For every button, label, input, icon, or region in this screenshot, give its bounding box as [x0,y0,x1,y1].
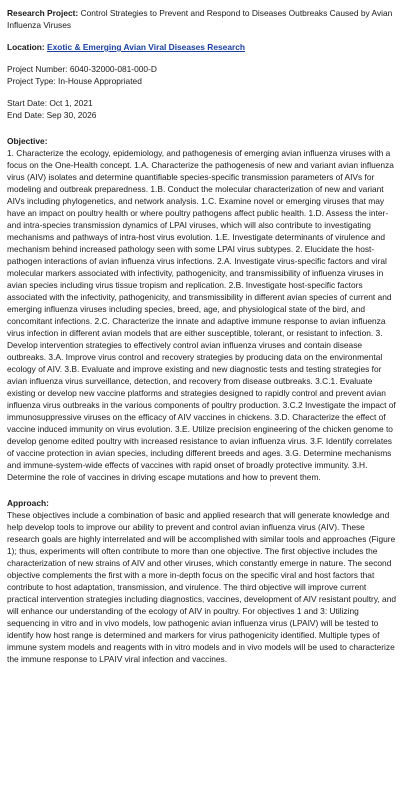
objective-heading: Objective: [7,136,48,146]
location-label: Location: [7,42,45,52]
project-number: Project Number: 6040-32000-081-000-D [7,64,157,74]
start-date: Start Date: Oct 1, 2021 [7,98,93,108]
project-header [7,7,399,31]
project-type: Project Type: In-House Appropriated [7,76,142,86]
project-meta [7,63,399,87]
location-link[interactable]: Exotic & Emerging Avian Viral Diseases Research [47,42,246,52]
end-date: End Date: Sep 30, 2026 [7,110,97,120]
approach-section [7,497,399,665]
objective-section [7,135,399,483]
project-title: Control Strategies to Prevent and Respond to Diseases Outbreaks Caused by Avian Influenza Viruses [7,8,393,30]
project-label: Research Project: [7,8,79,18]
approach-heading: Approach: [7,498,49,508]
objective-text: 1. Characterize the ecology, epidemiology, and pathogenesis of emerging avian influenza viruses with a focus on the One-Health concept. 1.A. Characterize the pathogenesis of new and variant avian influenza virus (AIV) isolates and determine quantifiable species-specific transmission parameters of AIVs for modeling and outbreak preparedness. 1.B. Conduct the molecular characterization of new and variant AIVs including phylogenetics, and network analysis. 1.C. Examine novel or emerging viruses that may have an impact on poultry health or where poultry pathogens affect public health. 1.D. Assess the inter- and intra-species transmission dynamics of LPAI viruses, which will also contribute to investigating mechanisms and pathways of intra-host virus evolution. 1.E. Investigate determinants of virulence and mechanism behind increased pathology seen with some LPAI virus subtypes. 2. Elucidate the host-pathogen interactions of avian influenza virus infections. 2.A. Investigate virus-specific factors and viral molecular markers associated with infectivity, pathogenicity, and transmissibility of influenza viruses in avian species including virus tissue tropism and replication. 2.B. Investigate host-specific factors associated with the infectivity, pathogenicity, and transmissibility in different avian species of current and emerging influenza viruses including species, breed, age, and physiological state of the bird, and concomitant infections. 2.C. Characterize the innate and adaptive immune response to avian influenza virus infection in different avian models that are either susceptible, tolerant, or resistant to infection. 3. Develop intervention strategies to effectively control avian influenza viruses and contain disease outbreaks. 3.A. Improve virus control and recovery strategies by producing data on the environmental ecology of AIV. 3.B. Evaluate and improve existing and new diagnostic tests and testing strategies for avian influenza virus surveillance, detection, and recovery from disease outbreaks. 3.C.1. Evaluate existing or develop new vaccine platforms and strategies designed to rapidly control and prevent avian influenza virus outbreaks in the various components of poultry production. 3.C.2 Investigate the impact of immunosuppressive viruses on the efficacy of AIV vaccines in chickens. 3.D. Characterize the effect of vaccine induced immunity on virus evolution. 3.E. Utilize precision engineering of the chicken genome to develop genome edited poultry with increased resistance to avian influenza virus. 3.F. Identify correlates of vaccine protection in avian species, including different breeds and ages. 3.G. Determine mechanisms and immune-system-wide effects of vaccines with rapid onset of broadly protective immunity. 3.H. Determine the role of vaccines in driving escape mutations and how to prevent them. [7,148,396,482]
project-dates [7,97,399,121]
approach-text: These objectives include a combination of basic and applied research that will generate knowledge and help develop tools to improve our ability to prevent and control avian influenza virus (AIV). These research goals are highly interrelated and will be accomplished with similar tools and approaches (Figure 1); thus, experiments will often contribute to more than one objective. The first objective includes the characterization of new strains of AIV and other viruses, which constantly emerge in nature. The second objective complements the first with a more in-depth focus on the specific viral and host factors that contribute to host adaptation, transmission, and virulence. The third objective will improve current practical intervention strategies including diagnostics, vaccines, development of AIV resistant poultry, and will enhance our understanding of the ecology of AIV in poultry. For objectives 1 and 3: Utilizing sequencing in vitro and in vivo models, low pathogenic avian influenza virus (LPAIV) will be tested to identify how host range is determined and markers for virus pathogenicity identified. Multiple types of immune system models and reagents with in vitro models and in vivo models will be used to characterize the immune response to LPAIV viral infection and vaccines. [7,510,397,664]
location-row [7,41,399,53]
